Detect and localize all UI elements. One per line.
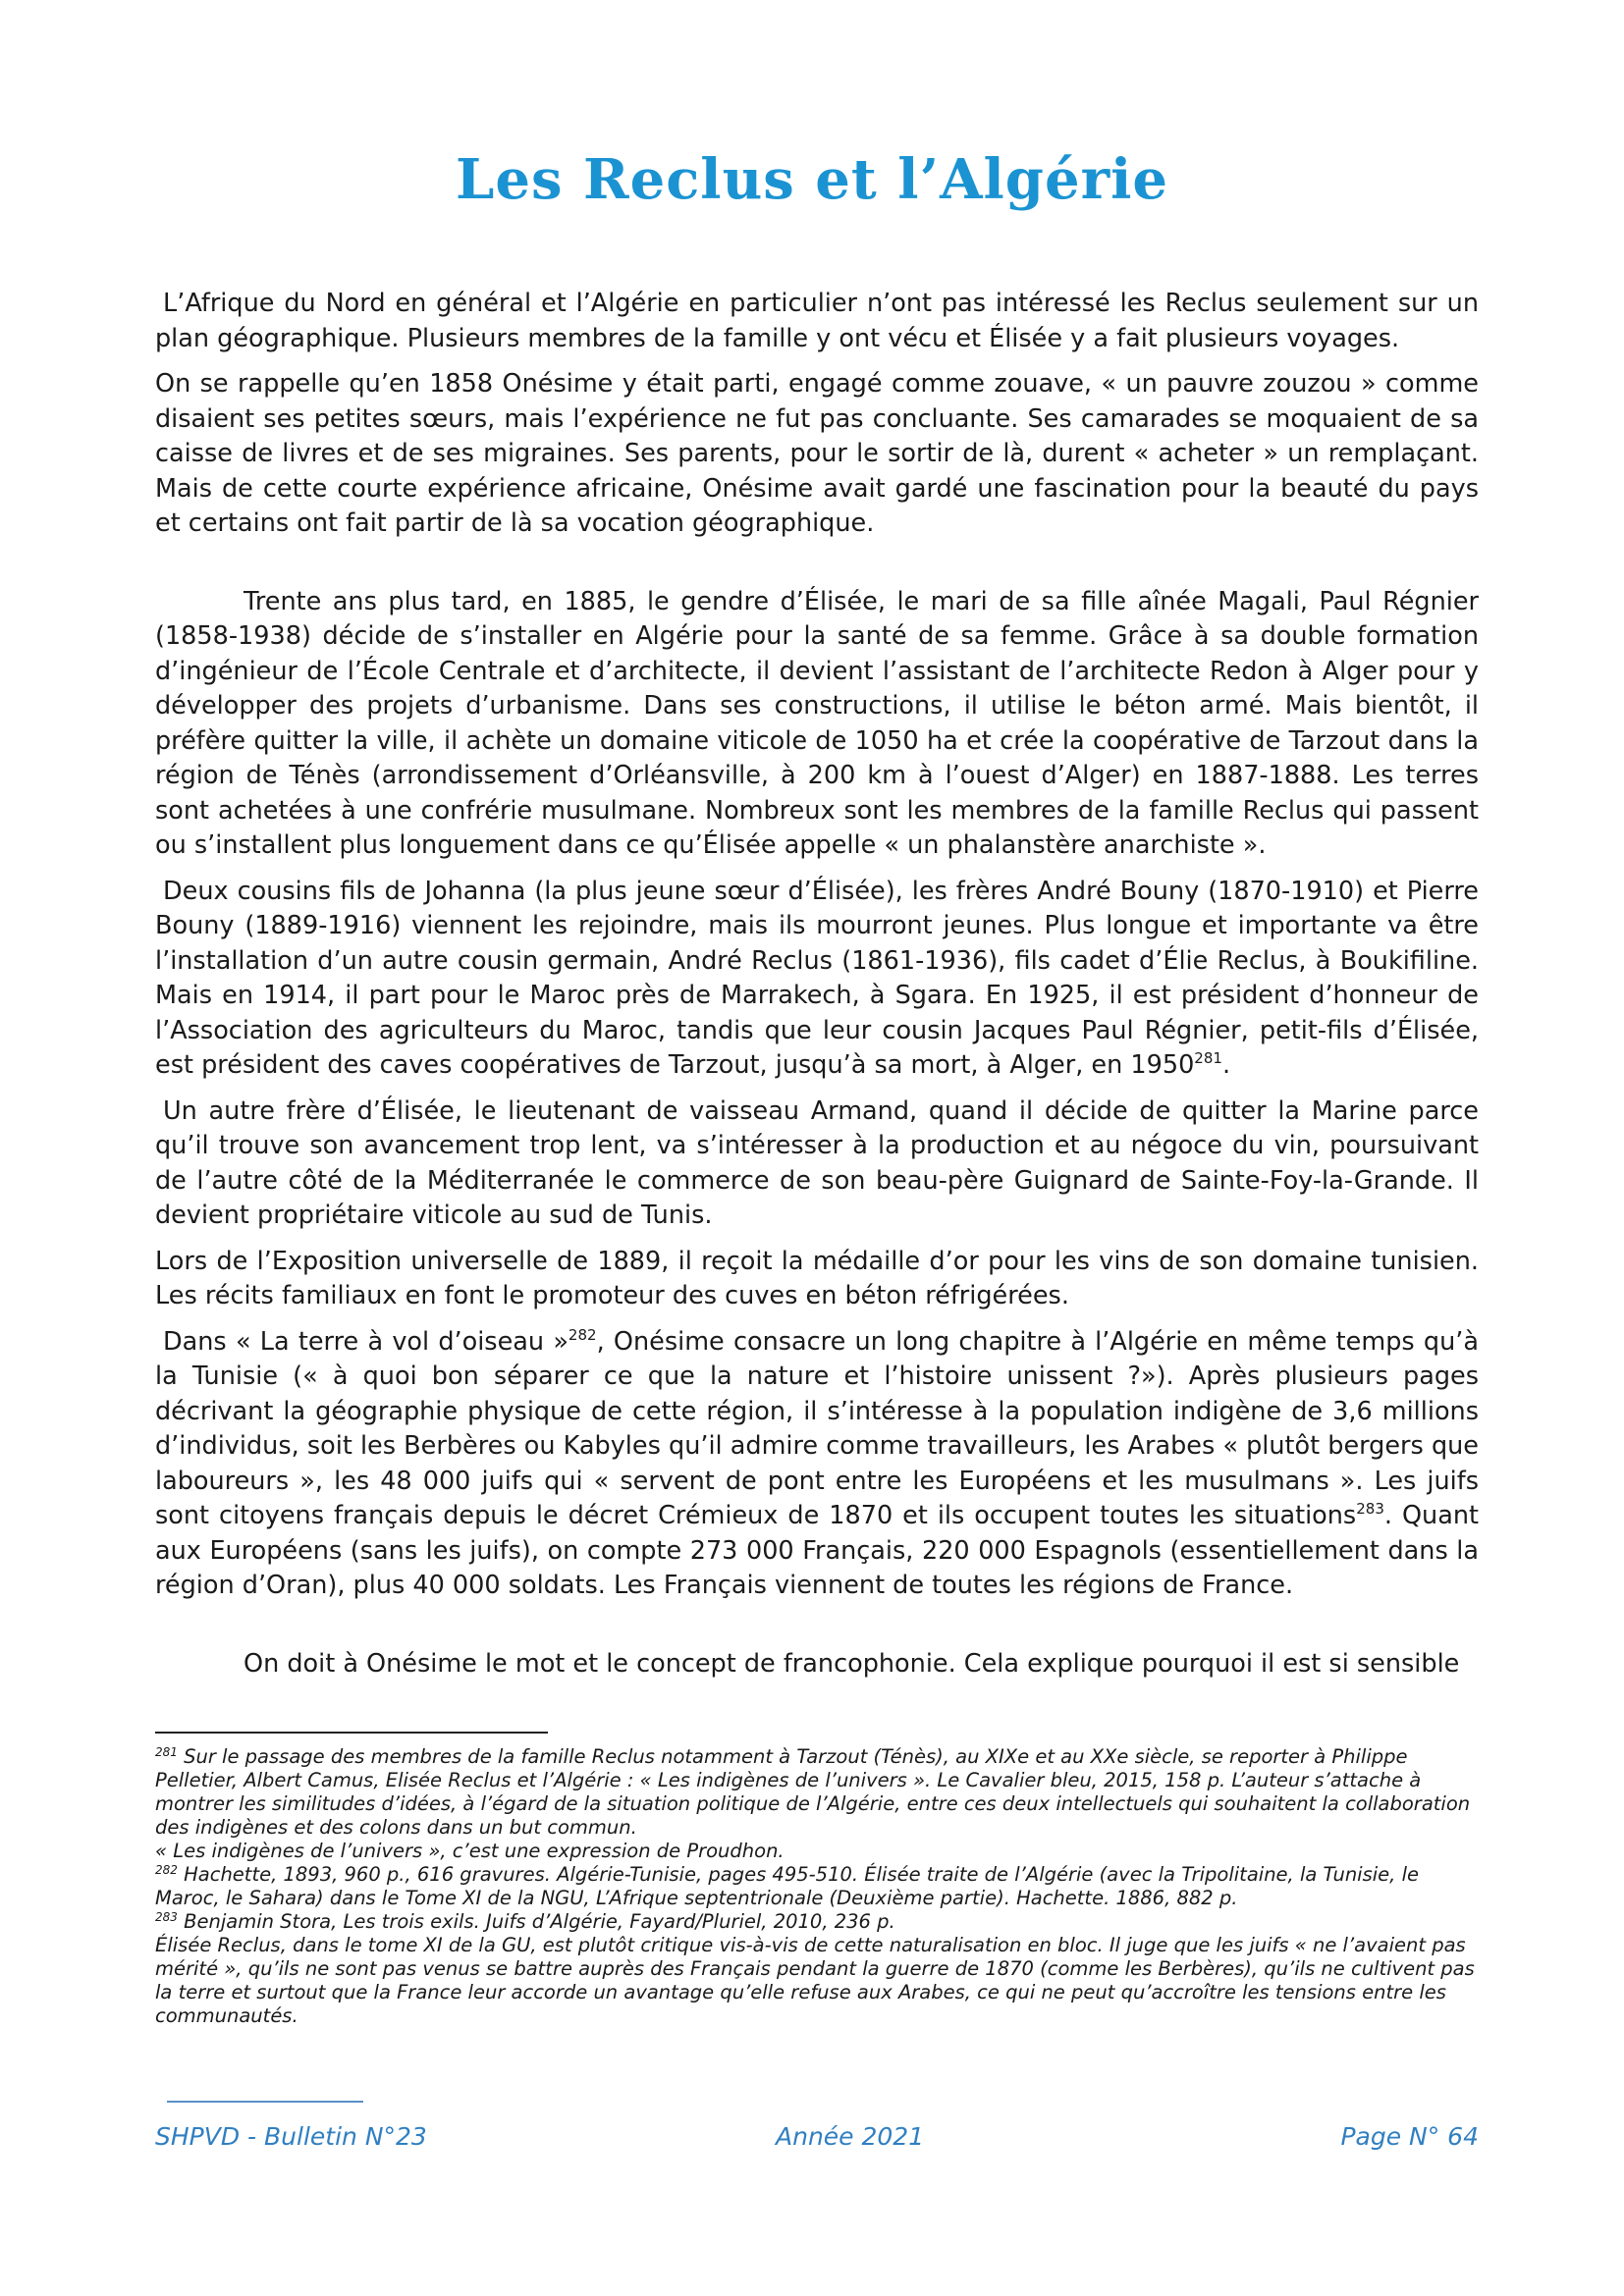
article-body xyxy=(155,287,1479,1692)
paragraph-text: Dans « La terre à vol d’oiseau » xyxy=(163,1326,568,1357)
footnote-ref[interactable]: 283 xyxy=(1356,1500,1384,1518)
paragraph: Lors de l’Exposition universelle de 1889, il reçoit la médaille d’or pour les vins de son domaine tunisien. Les récits familiaux en font le promoteur des cuves en béton réfrigérées. xyxy=(155,1246,1479,1310)
paragraph xyxy=(155,1325,1479,1604)
paragraph-text: , Onésime consacre un long chapitre à l’Algérie en même temps qu’à la Tunisie (« à quoi bon séparer ce que la nature et l’histoire unissent ?»). Après plusieurs pages décrivant la géographie physique de cette région, il s’intéresse à la population indigène de 3,6 millions d’individus, soit les Berbères ou Kabyles qu’il admire comme travailleurs, les Arabes « plutôt bergers que laboureurs », les 48 000 juifs qui « servent de pont entre les Européens et les musulmans ». Les juifs sont citoyens français depuis le décret Crémieux de 1870 et ils occupent toutes les situations xyxy=(155,1326,1479,1530)
footnote xyxy=(155,1863,1479,1910)
footer-page-number: Page N° 64 xyxy=(1340,2122,1479,2151)
paragraph: Deux cousins fils de Johanna (la plus jeune sœur d’Élisée), les frères André Bouny (1870-1910) et Pierre Bouny (1889-1916) viennent les rejoindre, mais ils mourront jeunes. Plus longue et importante va être l’installation d’un autre cousin germain, André Reclus (1861-1936), fils cadet d’Élie Reclus, à Boukifiline. Mais en 1914, il part pour le Maroc près de Marrakech, à Sgara. En 1925, il est président d’honneur de l’Association des agriculteurs du Maroc, tandis que leur cousin Jacques Paul Régnier, petit-fils d’Élisée, est président des caves coopératives de Tarzout, jusqu’à sa mort, à Alger, en 1950$^{281}$. xyxy=(155,876,1479,1080)
footnote-number: 281 xyxy=(155,1745,178,1759)
footnote-text: Hachette, 1893, 960 p., 616 gravures. Algérie-Tunisie, pages 495-510. Élisée traite de l’Algérie (avec la Tripolitaine, la Tunisie, le Maroc, le Sahara) dans le Tome XI de la NGU, L’Afrique septentrionale (Deuxième partie). Hachette. 1886, 882 p. xyxy=(155,1863,1419,1909)
paragraph: On se rappelle qu’en 1858 Onésime y était parti, engagé comme zouave, « un pauvre zouzou » comme disaient ses petites sœurs, mais l’expérience ne fut pas concluante. Ses camarades se moquaient de sa caisse de livres et de ses migraines. Ses parents, pour le sortir de là, durent « acheter » un remplaçant. Mais de cette courte expérience africaine, Onésime avait gardé une fascination pour la beauté du pays et certains ont fait partir de là sa vocation géographique. xyxy=(155,369,1479,538)
paragraph: Un autre frère d’Élisée, le lieutenant de vaisseau Armand, quand il décide de quitter la Marine parce qu’il trouve son avancement trop lent, va s’intéresser à la production et au négoce du vin, poursuivant de l’autre côté de la Méditerranée le commerce de son beau-père Guignard de Sainte-Foy-la-Grande. Il devient propriétaire viticole au sud de Tunis. xyxy=(155,1095,1479,1230)
footnote xyxy=(155,1934,1479,2028)
footnote xyxy=(155,1840,1479,1863)
footer-year: Année 2021 xyxy=(776,2122,925,2151)
paragraph-text: Deux cousins fils de Johanna (la plus jeune sœur d’Élisée), les frères André Bouny (1870-1910) et Pierre Bouny (1889-1916) viennent les rejoindre, mais ils mourront jeunes. Plus longue et importante va être l’installation d’un autre cousin germain, André Reclus (1861-1936), fils cadet d’Élie Reclus, à Boukifiline. Mais en 1914, il part pour le Maroc près de Marrakech, à Sgara. En 1925, il est président d’honneur de l’Association des agriculteurs du Maroc, tandis que leur cousin Jacques Paul Régnier, petit-fils d’Élisée, est président des caves coopératives de Tarzout, jusqu’à sa mort, à Alger, en 1950 xyxy=(155,876,1479,1080)
footnote xyxy=(155,1910,1479,1934)
footer-separator xyxy=(167,2101,363,2103)
footnote-text: Élisée Reclus, dans le tome XI de la GU, est plutôt critique vis-à-vis de cette naturalisation en bloc. Il juge que les juifs « ne l’avaient pas mérité », qu’ils ne sont pas venus se battre auprès des Français pendant la guerre de 1870 (comme les Berbères), qu’ils ne cultivent pas la terre et surtout que la France leur accorde un avantage qu’elle refuse aux Arabes, ce qui ne peut qu’accroître les tensions entre les communautés. xyxy=(155,1934,1475,2027)
paragraph: L’Afrique du Nord en général et l’Algérie en particulier n’ont pas intéressé les Reclus seulement sur un plan géographique. Plusieurs membres de la famille y ont vécu et Élisée y a fait plusieurs voyages. xyxy=(155,289,1479,353)
footer-bulletin: SHPVD - Bulletin N°23 xyxy=(155,2122,427,2151)
footnote xyxy=(155,1745,1479,1840)
footnote-number: 282 xyxy=(155,1863,178,1877)
page-title: Les Reclus et l’Algérie xyxy=(456,147,1168,212)
footnote-text: Sur le passage des membres de la famille Reclus notamment à Tarzout (Ténès), au XIXe et au XXe siècle, se reporter à Philippe Pelletier, Albert Camus, Elisée Reclus et l’Algérie : « Les indigènes de l’univers ». Le Cavalier bleu, 2015, 158 p. L’auteur s’attache à montrer les similitudes d’idées, à l’égard de la situation politique de l’Algérie, entre ces deux intellectuels qui souhaitent la collaboration des indigènes et des colons dans un but commun. xyxy=(155,1745,1471,1839)
footnote-text: Benjamin Stora, Les trois exils. Juifs d’Algérie, Fayard/Pluriel, 2010, 236 p. xyxy=(177,1910,895,1933)
footnote-separator xyxy=(155,1732,548,1734)
footnote-ref[interactable]: 282 xyxy=(568,1325,597,1344)
footnotes xyxy=(155,1745,1479,2028)
footnote-text: « Les indigènes de l’univers », c’est une expression de Proudhon. xyxy=(155,1840,785,1862)
footnote-ref[interactable]: 281 xyxy=(1194,1049,1222,1067)
footnote-number: 283 xyxy=(155,1910,178,1924)
paragraph-text: . Quant aux Européens (sans les juifs), on compte 273 000 Français, 220 000 Espagnols (essentiellement dans la région d’Oran), plus 40 000 soldats. Les Français viennent de toutes les régions de France. xyxy=(155,1501,1479,1600)
paragraph: On doit à Onésime le mot et le concept de francophonie. Cela explique pourquoi il est si sensible xyxy=(244,1648,1460,1679)
paragraph: Trente ans plus tard, en 1885, le gendre d’Élisée, le mari de sa fille aînée Magali, Paul Régnier (1858-1938) décide de s’installer en Algérie pour la santé de sa femme. Grâce à sa double formation d’ingénieur de l’École Centrale et d’architecte, il devient l’assistant de l’architecte Redon à Alger pour y développer des projets d’urbanisme. Dans ses constructions, il utilise le béton armé. Mais bientôt, il préfère quitter la ville, il achète un domaine viticole de 1050 ha et crée la coopérative de Tarzout dans la région de Ténès (arrondissement d’Orléansville, à 200 km à l’ouest d’Alger) en 1887-1888. Les terres sont achetées à une confrérie musulmane. Nombreux sont les membres de la famille Reclus qui passent ou s’installent plus longuement dans ce qu’Élisée appelle « un phalanstère anarchiste ». xyxy=(155,586,1479,860)
